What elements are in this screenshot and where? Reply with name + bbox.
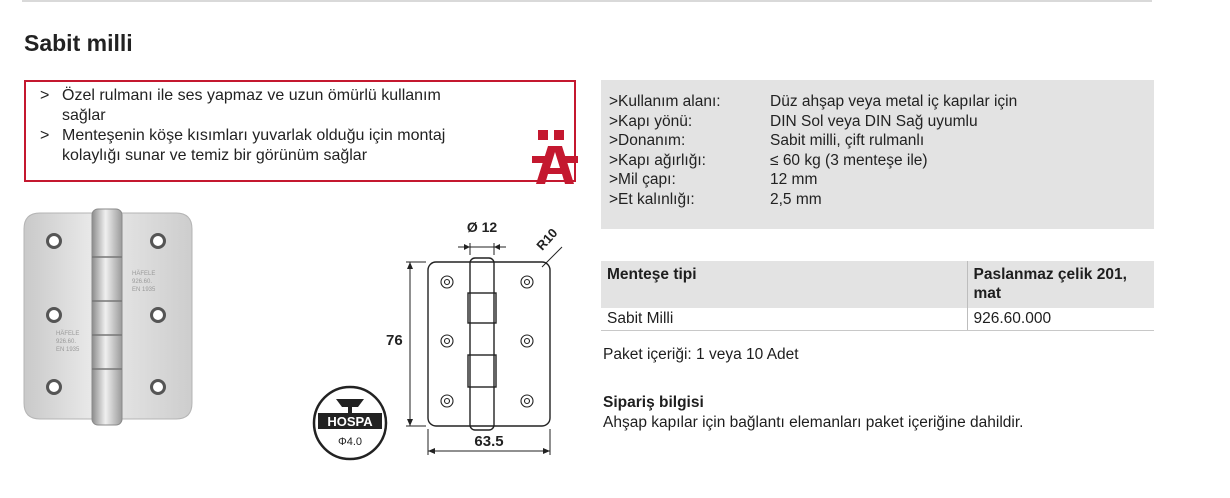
features-box: [24, 80, 576, 182]
photo-stamp-text: HÄFELE: [132, 271, 156, 277]
height-label: 76: [386, 332, 403, 349]
page-title: Sabit milli: [24, 30, 133, 56]
spec-value: Sabit milli, çift rulmanlı: [770, 132, 925, 149]
diameter-label: Ø 12: [466, 219, 498, 235]
spec-label: >Mil çapı:: [609, 171, 676, 188]
photo-stamp-text: HÄFELE: [56, 331, 80, 337]
spec-row: [609, 131, 1154, 151]
bullet: >: [40, 127, 50, 144]
table-cell: 926.60.000: [967, 308, 1154, 331]
spec-row: [609, 151, 1154, 171]
hospa-sub: Φ4.0: [337, 436, 363, 448]
spec-label: >Donanım:: [609, 132, 686, 149]
table-row: [601, 308, 1154, 331]
haefele-a-logo-icon: [532, 130, 578, 184]
hinge-photo: [20, 205, 196, 430]
column-header-material: Paslanmaz çelik 201, mat: [967, 261, 1154, 308]
technical-drawing: [386, 215, 574, 465]
table-cell: Sabit Milli: [601, 308, 967, 331]
spec-value: DIN Sol veya DIN Sağ uyumlu: [770, 112, 978, 130]
bullet: >: [40, 87, 50, 104]
spec-row: [609, 170, 1154, 190]
table-header-row: [601, 261, 1154, 308]
spec-value: ≤ 60 kg (3 menteşe ile): [770, 151, 928, 169]
column-header-hinge-type: Menteşe tipi: [601, 261, 967, 308]
radius-label: R10: [533, 225, 561, 254]
spec-value: 2,5 mm: [770, 190, 822, 208]
photo-stamp-text: 926.60.: [56, 339, 77, 345]
spec-row: [609, 112, 1154, 132]
spec-label: >Kullanım alanı:: [609, 93, 721, 110]
feature-item: [40, 126, 564, 166]
product-table: [601, 261, 1154, 331]
spec-label: >Kapı yönü:: [609, 112, 693, 130]
feature-text: Özel rulmanı ile ses yapmaz ve uzun ömürlü kullanım sağlar: [62, 87, 441, 124]
order-info-heading: Sipariş bilgisi: [603, 394, 704, 411]
hospa-label: HOSPA: [327, 414, 373, 429]
hospa-logo-icon: [312, 385, 388, 461]
order-info-text: Ahşap kapılar için bağlantı elemanları paket içeriğine dahildir.: [603, 414, 1024, 431]
spec-panel: [601, 80, 1154, 229]
package-info: Paket içeriği: 1 veya 10 Adet: [603, 346, 799, 363]
feature-text: Menteşenin köşe kısımları yuvarlak olduğu için montaj kolaylığı sunar ve temiz bir görünüm sağlar: [62, 127, 446, 164]
spec-row: [609, 92, 1154, 112]
photo-stamp-text: 926.60.: [132, 279, 153, 285]
photo-stamp-text: EN 1935: [132, 287, 156, 293]
spec-value: 12 mm: [770, 171, 818, 188]
spec-label: >Kapı ağırlığı:: [609, 151, 706, 169]
width-label: 63.5: [474, 433, 504, 450]
feature-item: [40, 86, 564, 126]
spec-label: >Et kalınlığı:: [609, 190, 695, 208]
spec-row: [609, 190, 1154, 210]
top-divider: [22, 0, 1152, 2]
photo-stamp-text: EN 1935: [56, 347, 80, 353]
spec-value: Düz ahşap veya metal iç kapılar için: [770, 93, 1018, 110]
